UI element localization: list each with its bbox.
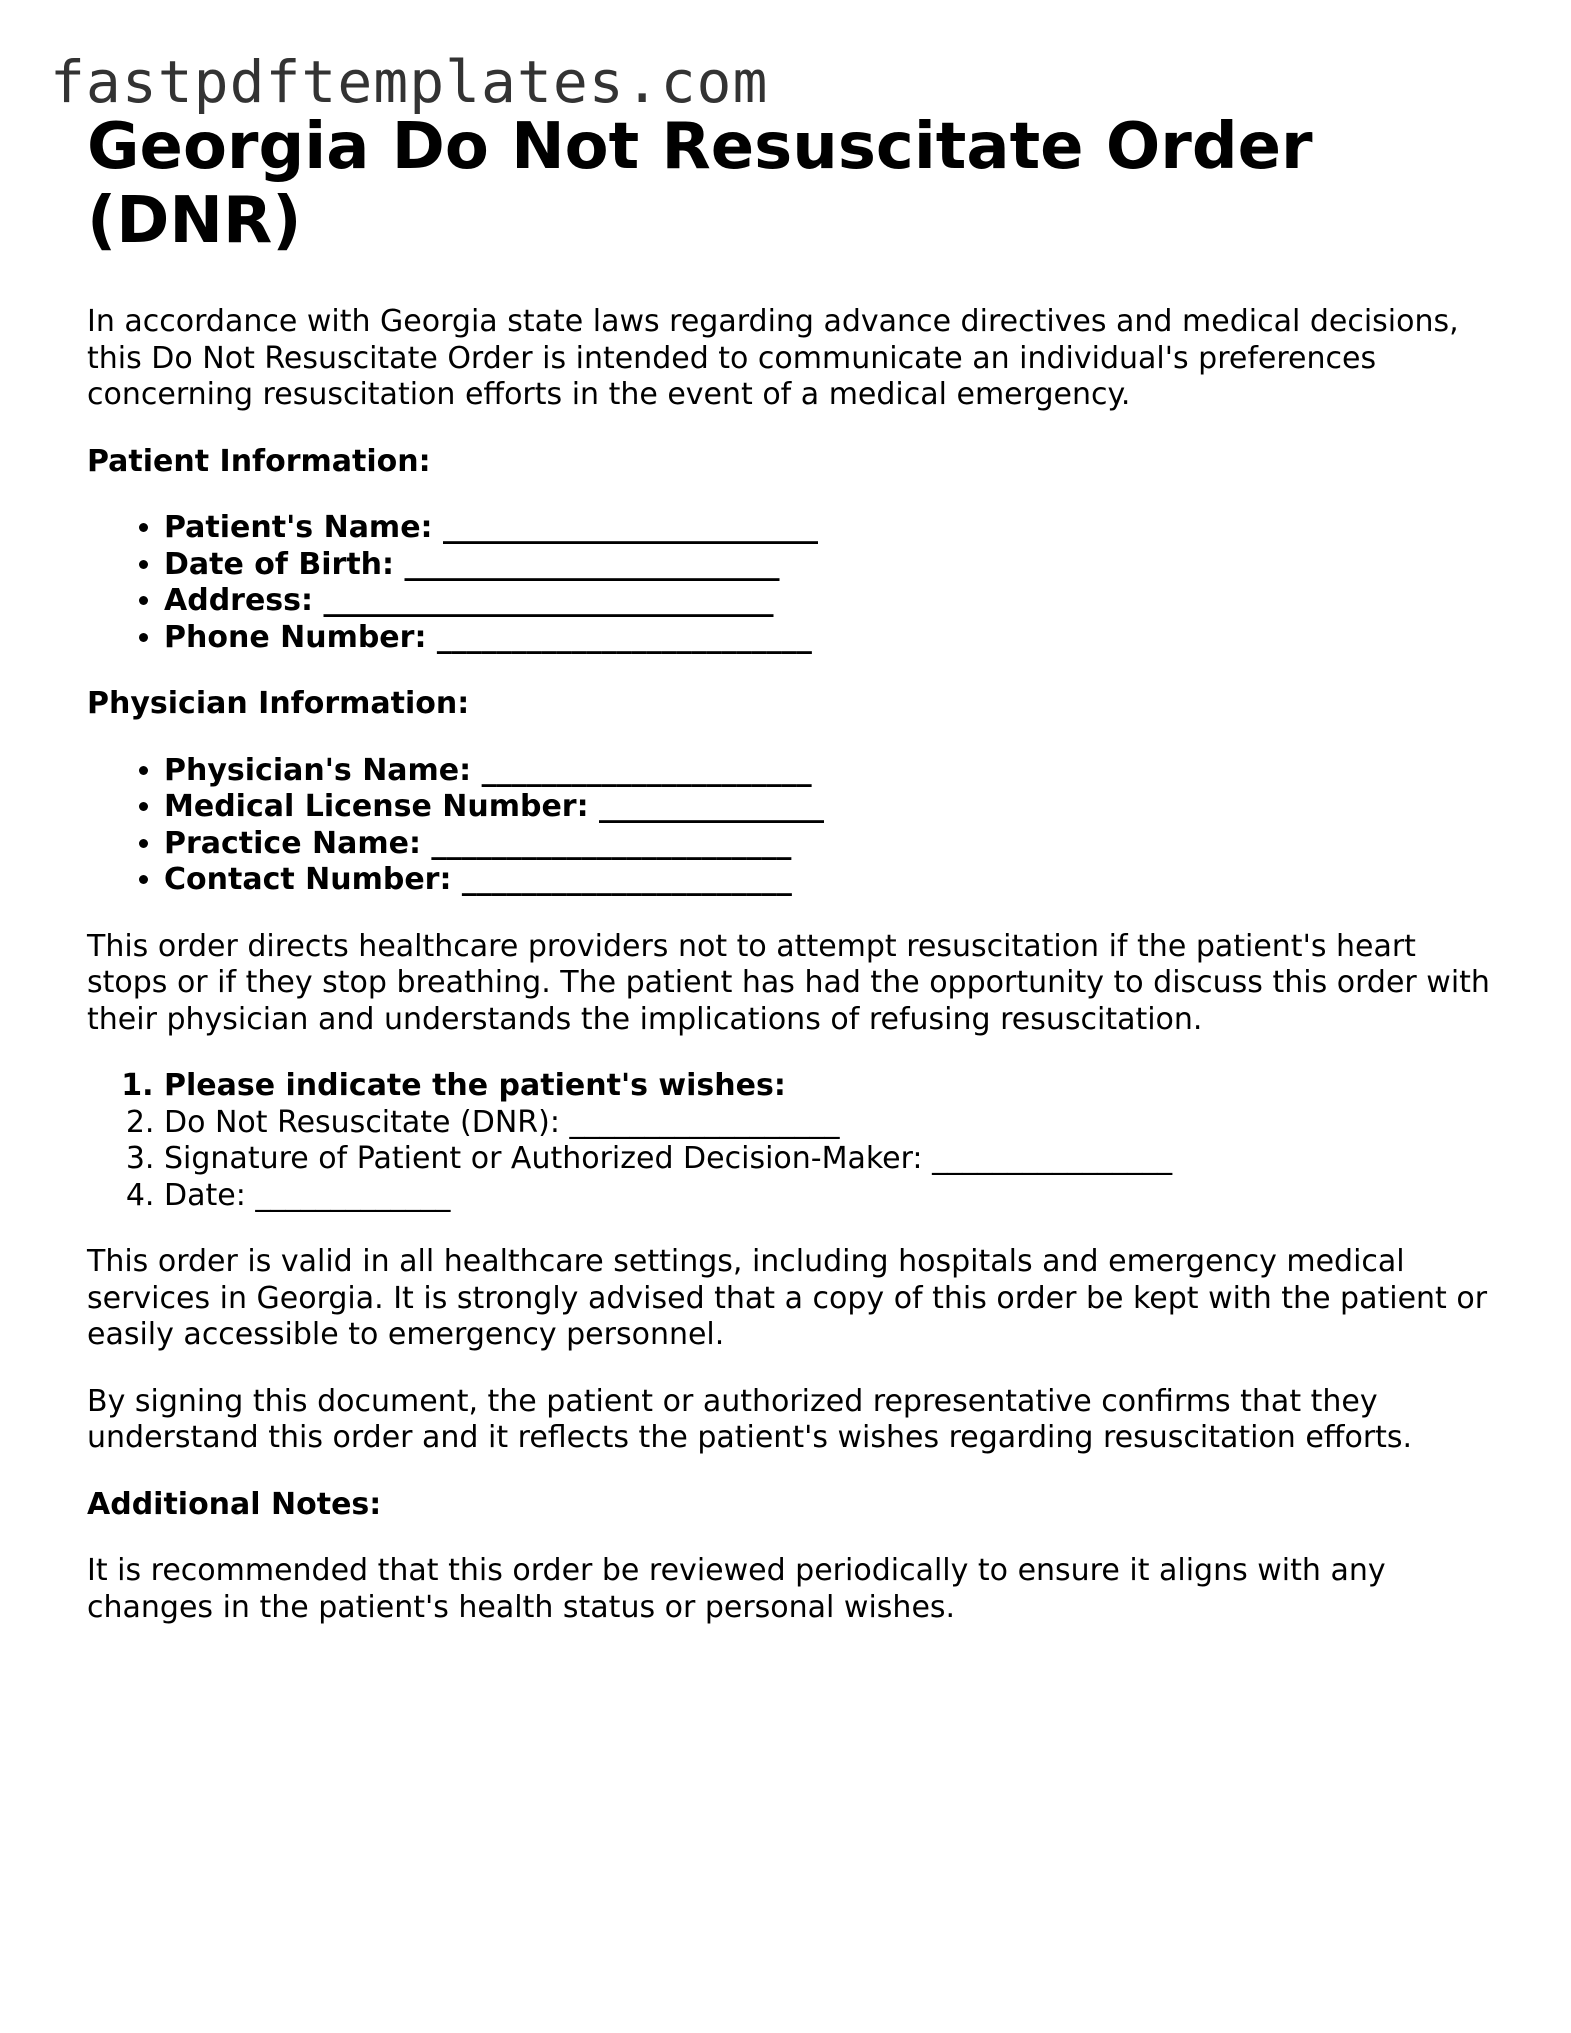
additional-notes-paragraph: It is recommended that this order be reviewed periodically to ensure it aligns with any changes in the patient's health status or personal wishes. [87,1553,1386,1625]
physician-info-list [87,753,1497,899]
date-of-birth-field: • Date of Birth: _________________________ [164,547,1497,584]
intro-paragraph: In accordance with Georgia state laws regarding advance directives and medical decisions, this Do Not Resuscitate Order is intended to communicate an individual's preferences concerning resuscitation efforts in the event of a medical emergency. [87,304,1459,412]
date-field: 4. Date: _____________ [164,1178,1497,1215]
signing-paragraph: By signing this document, the patient or authorized representative confirms that they understand this order and it reflects the patient's wishes regarding resuscitation efforts. [87,1383,1413,1455]
signature-field: 3. Signature of Patient or Authorized Decision-Maker: ________________ [164,1141,1497,1178]
address-field: • Address: ______________________________ [164,583,1497,620]
contact-number-field: • Contact Number: ______________________ [164,862,1497,899]
additional-notes-heading: Additional Notes: [87,1486,382,1522]
physician-info-heading: Physician Information: [87,686,470,721]
patient-info-list [87,510,1497,656]
validity-paragraph: This order is valid in all healthcare settings, including hospitals and emergency medical services in Georgia. It is strongly advised that a copy of this order be kept with the patient or easily accessible to emergency personnel. [87,1244,1488,1352]
physician-name-field: • Physician's Name: ______________________ [164,753,1497,790]
phone-number-field: • Phone Number: _________________________ [164,620,1497,657]
watermark: fastpdftemplates.com [50,48,769,116]
document-body [87,110,1497,1626]
document-title: Georgia Do Not Resuscitate Order (DNR) [87,110,1313,258]
order-paragraph: This order directs healthcare providers not to attempt resuscitation if the patient's heart stops or if they stop breathing. The patient has had the opportunity to discuss this order with their physician and understands the implications of refusing resuscitation. [87,928,1490,1037]
wishes-list [87,1068,1497,1214]
patient-name-field: • Patient's Name: _________________________ [164,510,1497,547]
medical-license-field: • Medical License Number: _______________ [164,789,1497,826]
dnr-field: 2. Do Not Resuscitate (DNR): __________________ [164,1105,1497,1142]
patient-info-heading: Patient Information: [87,443,431,479]
wishes-heading-item: 1. Please indicate the patient's wishes: [164,1068,1497,1105]
practice-name-field: • Practice Name: ________________________ [164,826,1497,863]
